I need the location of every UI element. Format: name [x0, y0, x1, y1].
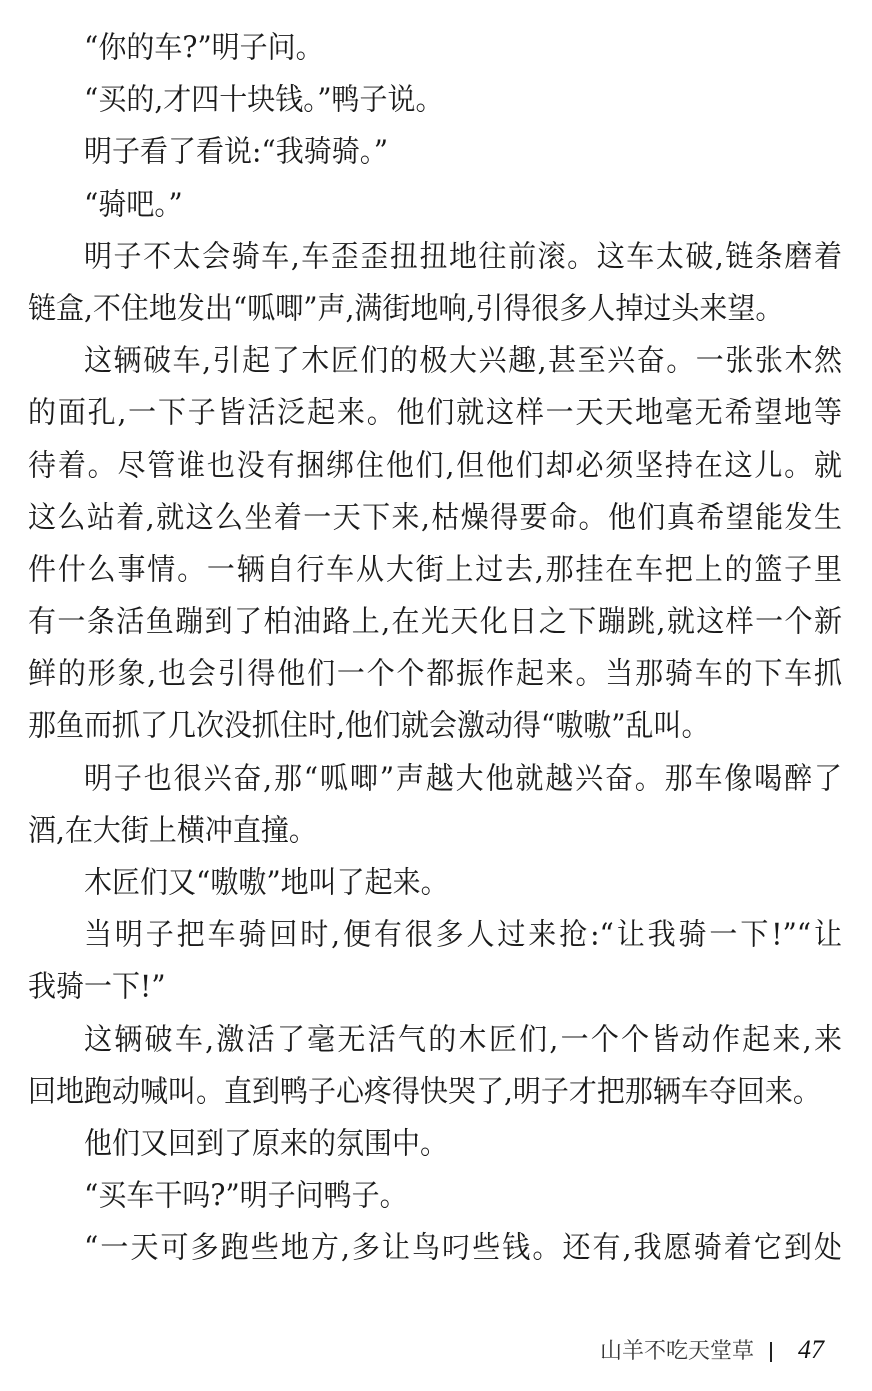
paragraph: [28, 1170, 842, 1222]
text-line: “买的,才四十块钱。”鸭子说。: [84, 81, 444, 118]
paragraph: [28, 179, 842, 231]
text-line: 链盒,不住地发出“呱唧”声,满街地响,引得很多人掉过头来望。: [28, 290, 784, 327]
paragraph: [28, 1118, 842, 1170]
text-line: 待着。尽管谁也没有捆绑住他们,但他们却必须坚持在这儿。就: [28, 447, 842, 483]
text-line: 明子也很兴奋,那“呱唧”声越大他就越兴奋。那车像喝醉了: [84, 760, 842, 796]
text-line: “买车干吗?”明子问鸭子。: [84, 1177, 408, 1214]
text-line: 回地跑动喊叫。直到鸭子心疼得快哭了,明子才把那辆车夺回来。: [28, 1073, 821, 1110]
text-line: 酒,在大街上横冲直撞。: [28, 812, 317, 849]
footer-separator: [770, 1342, 772, 1362]
paragraph: [28, 1222, 842, 1274]
text-line: 他们又回到了原来的氛围中。: [84, 1125, 449, 1162]
body-text: [28, 22, 842, 1275]
paragraph: [28, 74, 842, 126]
paragraph: [28, 857, 842, 909]
page-footer: [600, 1330, 824, 1370]
text-line: 有一条活鱼蹦到了柏油路上,在光天化日之下蹦跳,就这样一个新: [28, 603, 842, 640]
paragraph: [28, 909, 842, 1013]
text-line: 明子不太会骑车,车歪歪扭扭地往前滚。这车太破,链条磨着: [84, 238, 842, 275]
running-title: 山羊不吃天堂草: [600, 1339, 755, 1364]
text-line: 我骑一下!”: [28, 969, 166, 1005]
paragraph: [28, 126, 842, 178]
text-line: “你的车?”明子问。: [84, 29, 324, 66]
paragraph: [28, 335, 842, 753]
text-line: 鲜的形象,也会引得他们一个个都振作起来。当那骑车的下车抓: [28, 655, 842, 692]
paragraph: [28, 22, 842, 74]
text-line: 的面孔,一下子皆活泛起来。他们就这样一天天地毫无希望地等: [28, 394, 842, 431]
text-line: 这辆破车,引起了木匠们的极大兴趣,甚至兴奋。一张张木然: [84, 342, 842, 379]
text-line: 木匠们又“嗷嗷”地叫了起来。: [84, 864, 449, 901]
text-line: 明子看了看说:“我骑骑。”: [84, 134, 389, 170]
paragraph: [28, 753, 842, 857]
text-line: 件什么事情。一辆自行车从大街上过去,那挂在车把上的篮子里: [28, 551, 842, 588]
page-number: 47: [798, 1335, 825, 1364]
paragraph: [28, 231, 842, 335]
text-line: 这么站着,就这么坐着一天下来,枯燥得要命。他们真希望能发生: [28, 499, 842, 535]
text-line: “一天可多跑些地方,多让鸟叼些钱。还有,我愿骑着它到处: [84, 1229, 842, 1266]
text-line: “骑吧。”: [84, 186, 183, 222]
text-line: 那鱼而抓了几次没抓住时,他们就会激动得“嗷嗷”乱叫。: [28, 708, 710, 744]
paragraph: [28, 1014, 842, 1118]
text-line: 当明子把车骑回时,便有很多人过来抢:“让我骑一下!”“让: [84, 916, 842, 953]
text-line: 这辆破车,激活了毫无活气的木匠们,一个个皆动作起来,来: [84, 1021, 842, 1057]
